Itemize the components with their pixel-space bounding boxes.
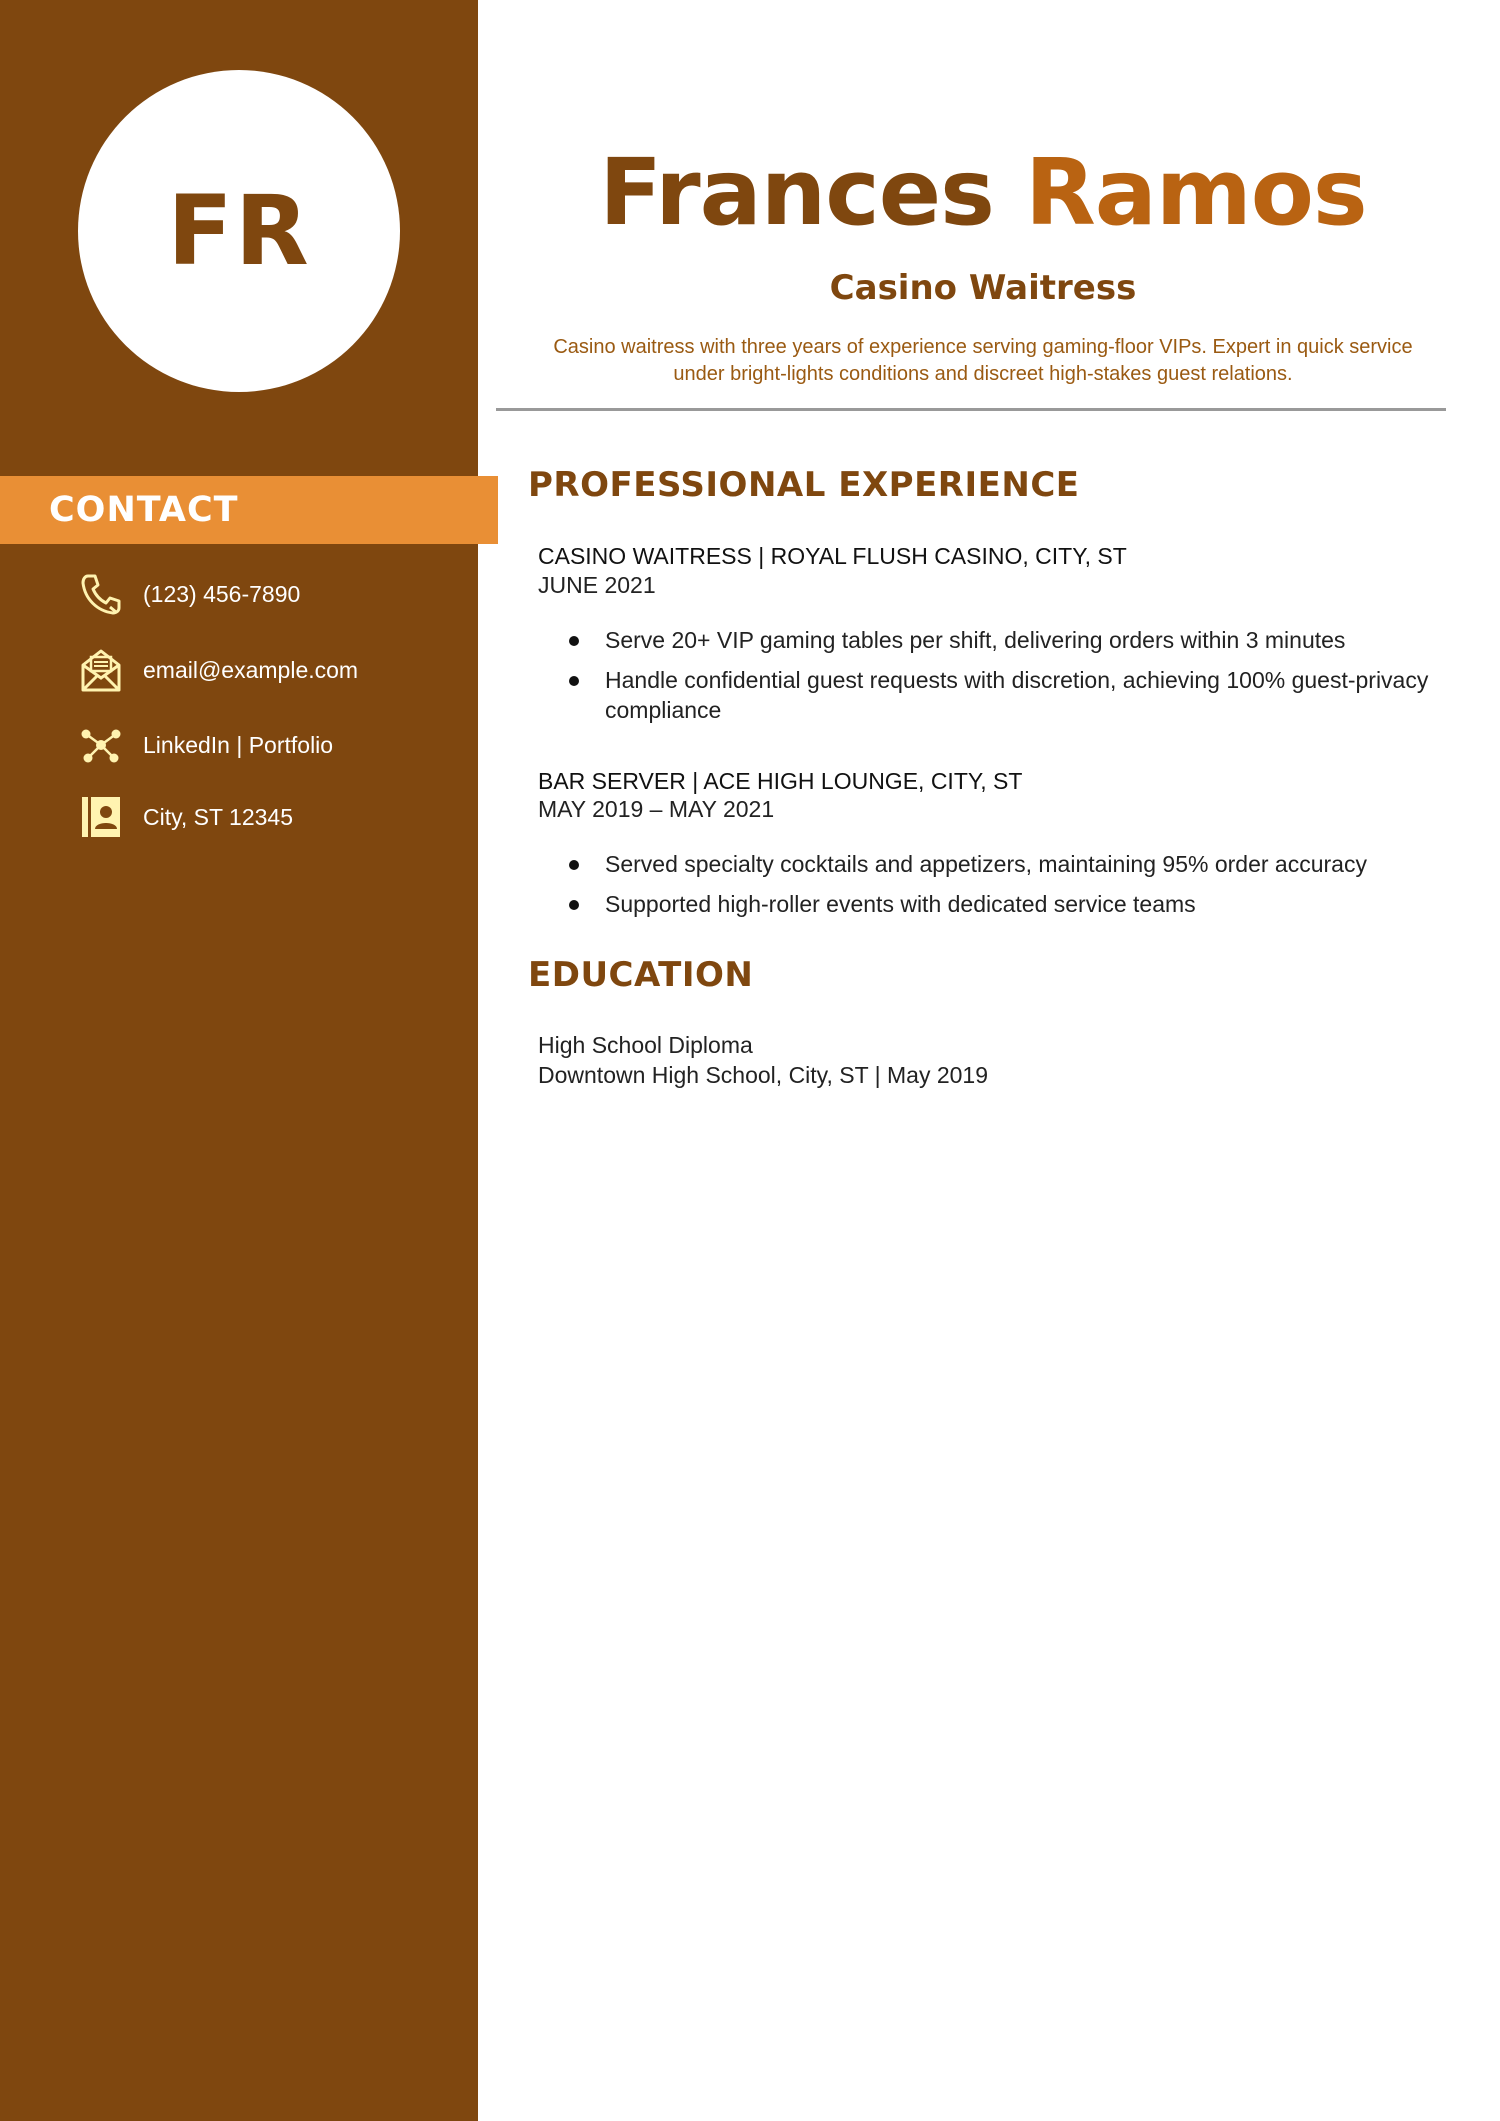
last-name: Ramos bbox=[1024, 139, 1367, 246]
header-divider bbox=[496, 408, 1446, 411]
monogram-circle bbox=[78, 70, 400, 392]
contact-address bbox=[78, 792, 468, 842]
list-item: Served specialty cocktails and appetizers, maintaining 95% order accuracy bbox=[538, 849, 1498, 879]
job-2-heading: BAR SERVER | ACE HIGH LOUNGE, CITY, ST bbox=[538, 768, 1023, 794]
education-title: EDUCATION bbox=[528, 955, 754, 995]
address-text: City, ST 12345 bbox=[143, 803, 294, 830]
monogram: FR bbox=[167, 175, 311, 287]
contact-email bbox=[78, 645, 468, 695]
phone-icon bbox=[78, 571, 124, 617]
job-1-heading: CASINO WAITRESS | ROYAL FLUSH CASINO, CITY, ST bbox=[538, 543, 1127, 569]
job-title: Casino Waitress bbox=[829, 268, 1137, 308]
list-item: Serve 20+ VIP gaming tables per shift, delivering orders within 3 minutes bbox=[538, 625, 1498, 655]
network-icon bbox=[78, 722, 124, 768]
summary: Casino waitress with three years of experience serving gaming-floor VIPs. Expert in quick service under bright-lights conditions and discreet high-stakes guest relations. bbox=[553, 336, 1413, 385]
contact-header-bar bbox=[0, 476, 498, 544]
list-item: Handle confidential guest requests with discretion, achieving 100% guest-privacy compliance bbox=[538, 665, 1498, 725]
experience-title: PROFESSIONAL EXPERIENCE bbox=[528, 465, 1080, 505]
sidebar bbox=[0, 0, 478, 2121]
full-name bbox=[478, 138, 1488, 248]
address-book-icon bbox=[78, 794, 124, 840]
job-2-bullets bbox=[538, 849, 1498, 929]
contact-phone bbox=[78, 569, 468, 619]
email-icon bbox=[78, 647, 124, 693]
job-1-date: JUNE 2021 bbox=[538, 572, 656, 598]
phone-text: (123) 456-7890 bbox=[143, 580, 301, 607]
contact-links bbox=[78, 720, 468, 770]
contact-title: CONTACT bbox=[49, 490, 239, 530]
links-text[interactable]: LinkedIn | Portfolio bbox=[143, 731, 334, 758]
job-2-date: MAY 2019 – MAY 2021 bbox=[538, 796, 775, 822]
education-degree: High School Diploma bbox=[538, 1032, 753, 1058]
education-school: Downtown High School, City, ST | May 2019 bbox=[538, 1062, 988, 1088]
list-item: Supported high-roller events with dedicated service teams bbox=[538, 889, 1498, 919]
main-content bbox=[478, 0, 1500, 2121]
first-name: Frances bbox=[599, 139, 994, 246]
job-1-bullets bbox=[538, 625, 1498, 735]
email-text[interactable]: email@example.com bbox=[143, 656, 359, 683]
